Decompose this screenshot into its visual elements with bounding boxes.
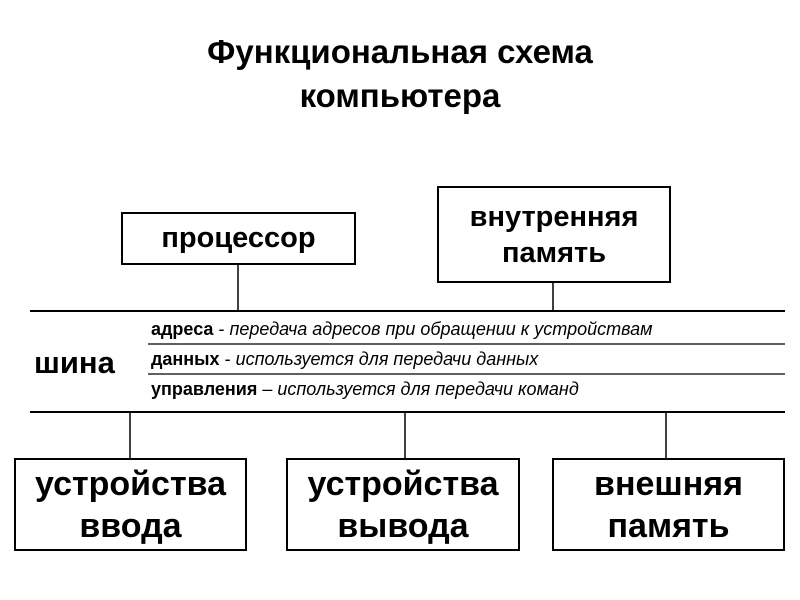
bus-row-description: используется для передачи команд — [277, 379, 579, 399]
bus-row-separator: - — [219, 349, 236, 369]
bus-row-separator: - — [213, 319, 230, 339]
bus-row-separator: – — [257, 379, 278, 399]
internal-memory-line-1: внутренняя — [469, 200, 639, 233]
input-devices-box — [14, 458, 247, 551]
bus-row-name: адреса — [151, 319, 214, 339]
bus-row-description: передача адресов при обращении к устройствам — [229, 319, 653, 339]
output-devices-line-2: вывода — [337, 506, 469, 545]
external-memory-line-1: внешняя — [594, 464, 743, 503]
bus-row-control — [151, 377, 579, 401]
input-devices-line-1: устройства — [35, 464, 226, 503]
title-line-2: компьютера — [299, 77, 501, 114]
input-devices-line-2: ввода — [79, 506, 182, 545]
internal-memory-box — [437, 186, 671, 283]
bus-label: шина — [34, 345, 115, 380]
bus-row-description: используется для передачи данных — [235, 349, 539, 369]
output-devices-box — [286, 458, 520, 551]
title-line-1: Функциональная схема — [207, 33, 593, 70]
bus-row-address — [151, 317, 652, 341]
bus-row-name: управления — [151, 379, 258, 399]
internal-memory-line-2: память — [501, 236, 607, 269]
bus-row-data — [151, 347, 538, 371]
output-devices-line-1: устройства — [307, 464, 499, 503]
external-memory-line-2: память — [607, 506, 730, 545]
bus-row-name: данных — [151, 349, 220, 369]
processor-box — [121, 212, 356, 265]
processor-label: процессор — [161, 222, 316, 254]
external-memory-box — [552, 458, 785, 551]
